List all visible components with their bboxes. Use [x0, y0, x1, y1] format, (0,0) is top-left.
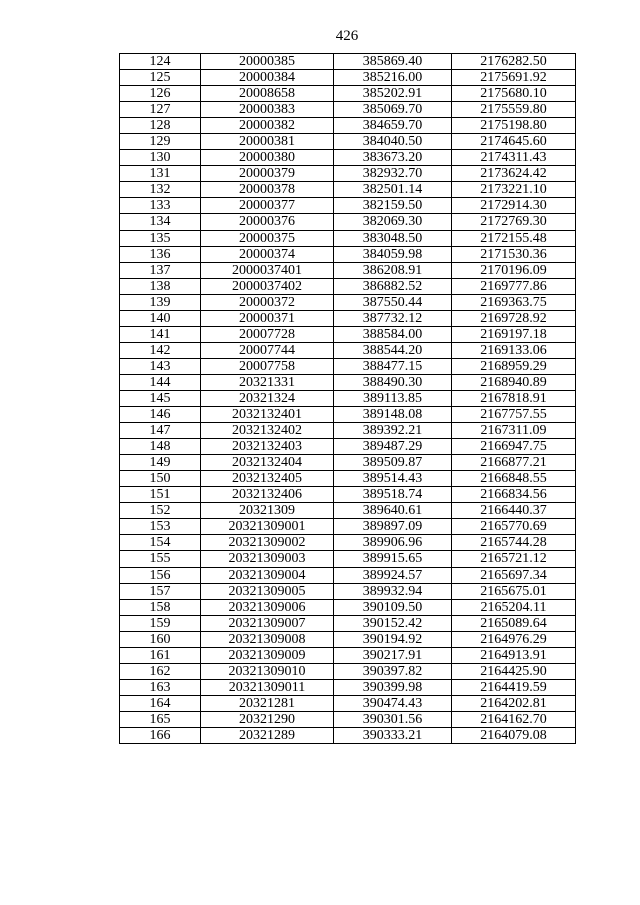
x-coordinate-cell: 382159.50 — [334, 198, 452, 214]
x-coordinate-cell: 389487.29 — [334, 439, 452, 455]
row-number-cell: 132 — [120, 182, 201, 198]
table-row — [120, 230, 576, 246]
point-id-cell: 20000383 — [201, 102, 334, 118]
y-coordinate-cell: 2172914.30 — [452, 198, 576, 214]
point-id-cell: 20321309004 — [201, 567, 334, 583]
x-coordinate-cell: 389906.96 — [334, 535, 452, 551]
y-coordinate-cell: 2169363.75 — [452, 294, 576, 310]
row-number-cell: 141 — [120, 326, 201, 342]
y-coordinate-cell: 2175198.80 — [452, 118, 576, 134]
point-id-cell: 2000037402 — [201, 278, 334, 294]
point-id-cell: 20321309009 — [201, 647, 334, 663]
point-id-cell: 20321290 — [201, 711, 334, 727]
x-coordinate-cell: 389924.57 — [334, 567, 452, 583]
point-id-cell: 20321309011 — [201, 679, 334, 695]
x-coordinate-cell: 384059.98 — [334, 246, 452, 262]
row-number-cell: 150 — [120, 471, 201, 487]
row-number-cell: 142 — [120, 342, 201, 358]
y-coordinate-cell: 2173624.42 — [452, 166, 576, 182]
point-id-cell: 20321309007 — [201, 615, 334, 631]
y-coordinate-cell: 2167818.91 — [452, 390, 576, 406]
row-number-cell: 148 — [120, 439, 201, 455]
table-row — [120, 214, 576, 230]
y-coordinate-cell: 2166877.21 — [452, 455, 576, 471]
point-id-cell: 20321309005 — [201, 583, 334, 599]
point-id-cell: 20007758 — [201, 358, 334, 374]
y-coordinate-cell: 2165721.12 — [452, 551, 576, 567]
point-id-cell: 2032132405 — [201, 471, 334, 487]
table-row — [120, 727, 576, 743]
row-number-cell: 166 — [120, 727, 201, 743]
table-row — [120, 647, 576, 663]
table-row — [120, 54, 576, 70]
point-id-cell: 20321309006 — [201, 599, 334, 615]
y-coordinate-cell: 2166848.55 — [452, 471, 576, 487]
x-coordinate-cell: 389640.61 — [334, 503, 452, 519]
y-coordinate-cell: 2169777.86 — [452, 278, 576, 294]
coordinates-table — [119, 53, 576, 744]
table-row — [120, 631, 576, 647]
row-number-cell: 161 — [120, 647, 201, 663]
y-coordinate-cell: 2169197.18 — [452, 326, 576, 342]
x-coordinate-cell: 389148.08 — [334, 407, 452, 423]
table-row — [120, 535, 576, 551]
row-number-cell: 125 — [120, 70, 201, 86]
x-coordinate-cell: 382932.70 — [334, 166, 452, 182]
table-row — [120, 262, 576, 278]
y-coordinate-cell: 2174311.43 — [452, 150, 576, 166]
y-coordinate-cell: 2171530.36 — [452, 246, 576, 262]
point-id-cell: 20000371 — [201, 310, 334, 326]
table-row — [120, 182, 576, 198]
x-coordinate-cell: 389509.87 — [334, 455, 452, 471]
row-number-cell: 124 — [120, 54, 201, 70]
x-coordinate-cell: 390301.56 — [334, 711, 452, 727]
point-id-cell: 20321289 — [201, 727, 334, 743]
table-row — [120, 102, 576, 118]
point-id-cell: 20321309002 — [201, 535, 334, 551]
x-coordinate-cell: 389897.09 — [334, 519, 452, 535]
table-row — [120, 503, 576, 519]
point-id-cell: 2032132402 — [201, 423, 334, 439]
point-id-cell: 20321331 — [201, 374, 334, 390]
y-coordinate-cell: 2165675.01 — [452, 583, 576, 599]
y-coordinate-cell: 2166947.75 — [452, 439, 576, 455]
x-coordinate-cell: 385869.40 — [334, 54, 452, 70]
x-coordinate-cell: 382069.30 — [334, 214, 452, 230]
row-number-cell: 140 — [120, 310, 201, 326]
point-id-cell: 20008658 — [201, 86, 334, 102]
point-id-cell: 20321309003 — [201, 551, 334, 567]
point-id-cell: 2032132404 — [201, 455, 334, 471]
point-id-cell: 20321309008 — [201, 631, 334, 647]
point-id-cell: 2032132401 — [201, 407, 334, 423]
table-row — [120, 134, 576, 150]
point-id-cell: 20321309 — [201, 503, 334, 519]
y-coordinate-cell: 2165770.69 — [452, 519, 576, 535]
table-row — [120, 374, 576, 390]
row-number-cell: 137 — [120, 262, 201, 278]
point-id-cell: 20000374 — [201, 246, 334, 262]
row-number-cell: 135 — [120, 230, 201, 246]
row-number-cell: 163 — [120, 679, 201, 695]
table-row — [120, 679, 576, 695]
x-coordinate-cell: 388584.00 — [334, 326, 452, 342]
x-coordinate-cell: 390474.43 — [334, 695, 452, 711]
y-coordinate-cell: 2164913.91 — [452, 647, 576, 663]
row-number-cell: 153 — [120, 519, 201, 535]
table-row — [120, 551, 576, 567]
point-id-cell: 20000379 — [201, 166, 334, 182]
table-row — [120, 519, 576, 535]
y-coordinate-cell: 2175691.92 — [452, 70, 576, 86]
point-id-cell: 20321324 — [201, 390, 334, 406]
x-coordinate-cell: 383673.20 — [334, 150, 452, 166]
row-number-cell: 147 — [120, 423, 201, 439]
table-row — [120, 663, 576, 679]
x-coordinate-cell: 389932.94 — [334, 583, 452, 599]
table-row — [120, 455, 576, 471]
x-coordinate-cell: 387550.44 — [334, 294, 452, 310]
table-row — [120, 583, 576, 599]
table-row — [120, 326, 576, 342]
x-coordinate-cell: 390109.50 — [334, 599, 452, 615]
table-row — [120, 390, 576, 406]
x-coordinate-cell: 385202.91 — [334, 86, 452, 102]
table-row — [120, 166, 576, 182]
row-number-cell: 133 — [120, 198, 201, 214]
y-coordinate-cell: 2170196.09 — [452, 262, 576, 278]
row-number-cell: 144 — [120, 374, 201, 390]
y-coordinate-cell: 2164976.29 — [452, 631, 576, 647]
x-coordinate-cell: 385069.70 — [334, 102, 452, 118]
table-row — [120, 70, 576, 86]
table-row — [120, 198, 576, 214]
x-coordinate-cell: 389392.21 — [334, 423, 452, 439]
y-coordinate-cell: 2167311.09 — [452, 423, 576, 439]
row-number-cell: 129 — [120, 134, 201, 150]
point-id-cell: 20000376 — [201, 214, 334, 230]
x-coordinate-cell: 390397.82 — [334, 663, 452, 679]
row-number-cell: 159 — [120, 615, 201, 631]
table-row — [120, 407, 576, 423]
point-id-cell: 20000377 — [201, 198, 334, 214]
point-id-cell: 20000385 — [201, 54, 334, 70]
row-number-cell: 145 — [120, 390, 201, 406]
point-id-cell: 20007728 — [201, 326, 334, 342]
table-row — [120, 599, 576, 615]
table-row — [120, 711, 576, 727]
point-id-cell: 2032132406 — [201, 487, 334, 503]
point-id-cell: 2032132403 — [201, 439, 334, 455]
x-coordinate-cell: 390194.92 — [334, 631, 452, 647]
x-coordinate-cell: 390217.91 — [334, 647, 452, 663]
y-coordinate-cell: 2176282.50 — [452, 54, 576, 70]
table-row — [120, 150, 576, 166]
row-number-cell: 136 — [120, 246, 201, 262]
y-coordinate-cell: 2174645.60 — [452, 134, 576, 150]
x-coordinate-cell: 388477.15 — [334, 358, 452, 374]
table-row — [120, 278, 576, 294]
y-coordinate-cell: 2164425.90 — [452, 663, 576, 679]
row-number-cell: 151 — [120, 487, 201, 503]
x-coordinate-cell: 387732.12 — [334, 310, 452, 326]
y-coordinate-cell: 2165204.11 — [452, 599, 576, 615]
row-number-cell: 130 — [120, 150, 201, 166]
table-row — [120, 294, 576, 310]
point-id-cell: 20321281 — [201, 695, 334, 711]
table-row — [120, 423, 576, 439]
row-number-cell: 146 — [120, 407, 201, 423]
point-id-cell: 20321309010 — [201, 663, 334, 679]
x-coordinate-cell: 390152.42 — [334, 615, 452, 631]
row-number-cell: 139 — [120, 294, 201, 310]
page-number: 426 — [335, 28, 359, 44]
row-number-cell: 128 — [120, 118, 201, 134]
row-number-cell: 154 — [120, 535, 201, 551]
point-id-cell: 2000037401 — [201, 262, 334, 278]
row-number-cell: 149 — [120, 455, 201, 471]
point-id-cell: 20000381 — [201, 134, 334, 150]
x-coordinate-cell: 385216.00 — [334, 70, 452, 86]
y-coordinate-cell: 2164419.59 — [452, 679, 576, 695]
row-number-cell: 131 — [120, 166, 201, 182]
y-coordinate-cell: 2165089.64 — [452, 615, 576, 631]
x-coordinate-cell: 384040.50 — [334, 134, 452, 150]
table-row — [120, 246, 576, 262]
row-number-cell: 165 — [120, 711, 201, 727]
x-coordinate-cell: 390333.21 — [334, 727, 452, 743]
row-number-cell: 134 — [120, 214, 201, 230]
x-coordinate-cell: 383048.50 — [334, 230, 452, 246]
point-id-cell: 20000382 — [201, 118, 334, 134]
y-coordinate-cell: 2165697.34 — [452, 567, 576, 583]
y-coordinate-cell: 2168959.29 — [452, 358, 576, 374]
row-number-cell: 143 — [120, 358, 201, 374]
y-coordinate-cell: 2172155.48 — [452, 230, 576, 246]
y-coordinate-cell: 2167757.55 — [452, 407, 576, 423]
table-row — [120, 439, 576, 455]
y-coordinate-cell: 2169133.06 — [452, 342, 576, 358]
point-id-cell: 20000384 — [201, 70, 334, 86]
table-row — [120, 695, 576, 711]
row-number-cell: 127 — [120, 102, 201, 118]
y-coordinate-cell: 2166834.56 — [452, 487, 576, 503]
point-id-cell: 20321309001 — [201, 519, 334, 535]
table-row — [120, 86, 576, 102]
y-coordinate-cell: 2169728.92 — [452, 310, 576, 326]
y-coordinate-cell: 2173221.10 — [452, 182, 576, 198]
x-coordinate-cell: 384659.70 — [334, 118, 452, 134]
y-coordinate-cell: 2175680.10 — [452, 86, 576, 102]
x-coordinate-cell: 386882.52 — [334, 278, 452, 294]
y-coordinate-cell: 2172769.30 — [452, 214, 576, 230]
row-number-cell: 162 — [120, 663, 201, 679]
y-coordinate-cell: 2168940.89 — [452, 374, 576, 390]
x-coordinate-cell: 389514.43 — [334, 471, 452, 487]
row-number-cell: 155 — [120, 551, 201, 567]
x-coordinate-cell: 382501.14 — [334, 182, 452, 198]
y-coordinate-cell: 2164079.08 — [452, 727, 576, 743]
row-number-cell: 152 — [120, 503, 201, 519]
point-id-cell: 20000372 — [201, 294, 334, 310]
y-coordinate-cell: 2175559.80 — [452, 102, 576, 118]
row-number-cell: 126 — [120, 86, 201, 102]
row-number-cell: 160 — [120, 631, 201, 647]
x-coordinate-cell: 389113.85 — [334, 390, 452, 406]
row-number-cell: 157 — [120, 583, 201, 599]
x-coordinate-cell: 389915.65 — [334, 551, 452, 567]
row-number-cell: 158 — [120, 599, 201, 615]
table-row — [120, 615, 576, 631]
x-coordinate-cell: 389518.74 — [334, 487, 452, 503]
table-row — [120, 118, 576, 134]
y-coordinate-cell: 2166440.37 — [452, 503, 576, 519]
table-row — [120, 342, 576, 358]
row-number-cell: 156 — [120, 567, 201, 583]
table-row — [120, 487, 576, 503]
row-number-cell: 164 — [120, 695, 201, 711]
x-coordinate-cell: 388544.20 — [334, 342, 452, 358]
y-coordinate-cell: 2165744.28 — [452, 535, 576, 551]
y-coordinate-cell: 2164202.81 — [452, 695, 576, 711]
point-id-cell: 20000378 — [201, 182, 334, 198]
table-row — [120, 471, 576, 487]
y-coordinate-cell: 2164162.70 — [452, 711, 576, 727]
table-row — [120, 358, 576, 374]
x-coordinate-cell: 386208.91 — [334, 262, 452, 278]
point-id-cell: 20000375 — [201, 230, 334, 246]
x-coordinate-cell: 388490.30 — [334, 374, 452, 390]
point-id-cell: 20007744 — [201, 342, 334, 358]
coordinates-table-body — [120, 54, 576, 744]
table-row — [120, 567, 576, 583]
x-coordinate-cell: 390399.98 — [334, 679, 452, 695]
row-number-cell: 138 — [120, 278, 201, 294]
table-row — [120, 310, 576, 326]
point-id-cell: 20000380 — [201, 150, 334, 166]
